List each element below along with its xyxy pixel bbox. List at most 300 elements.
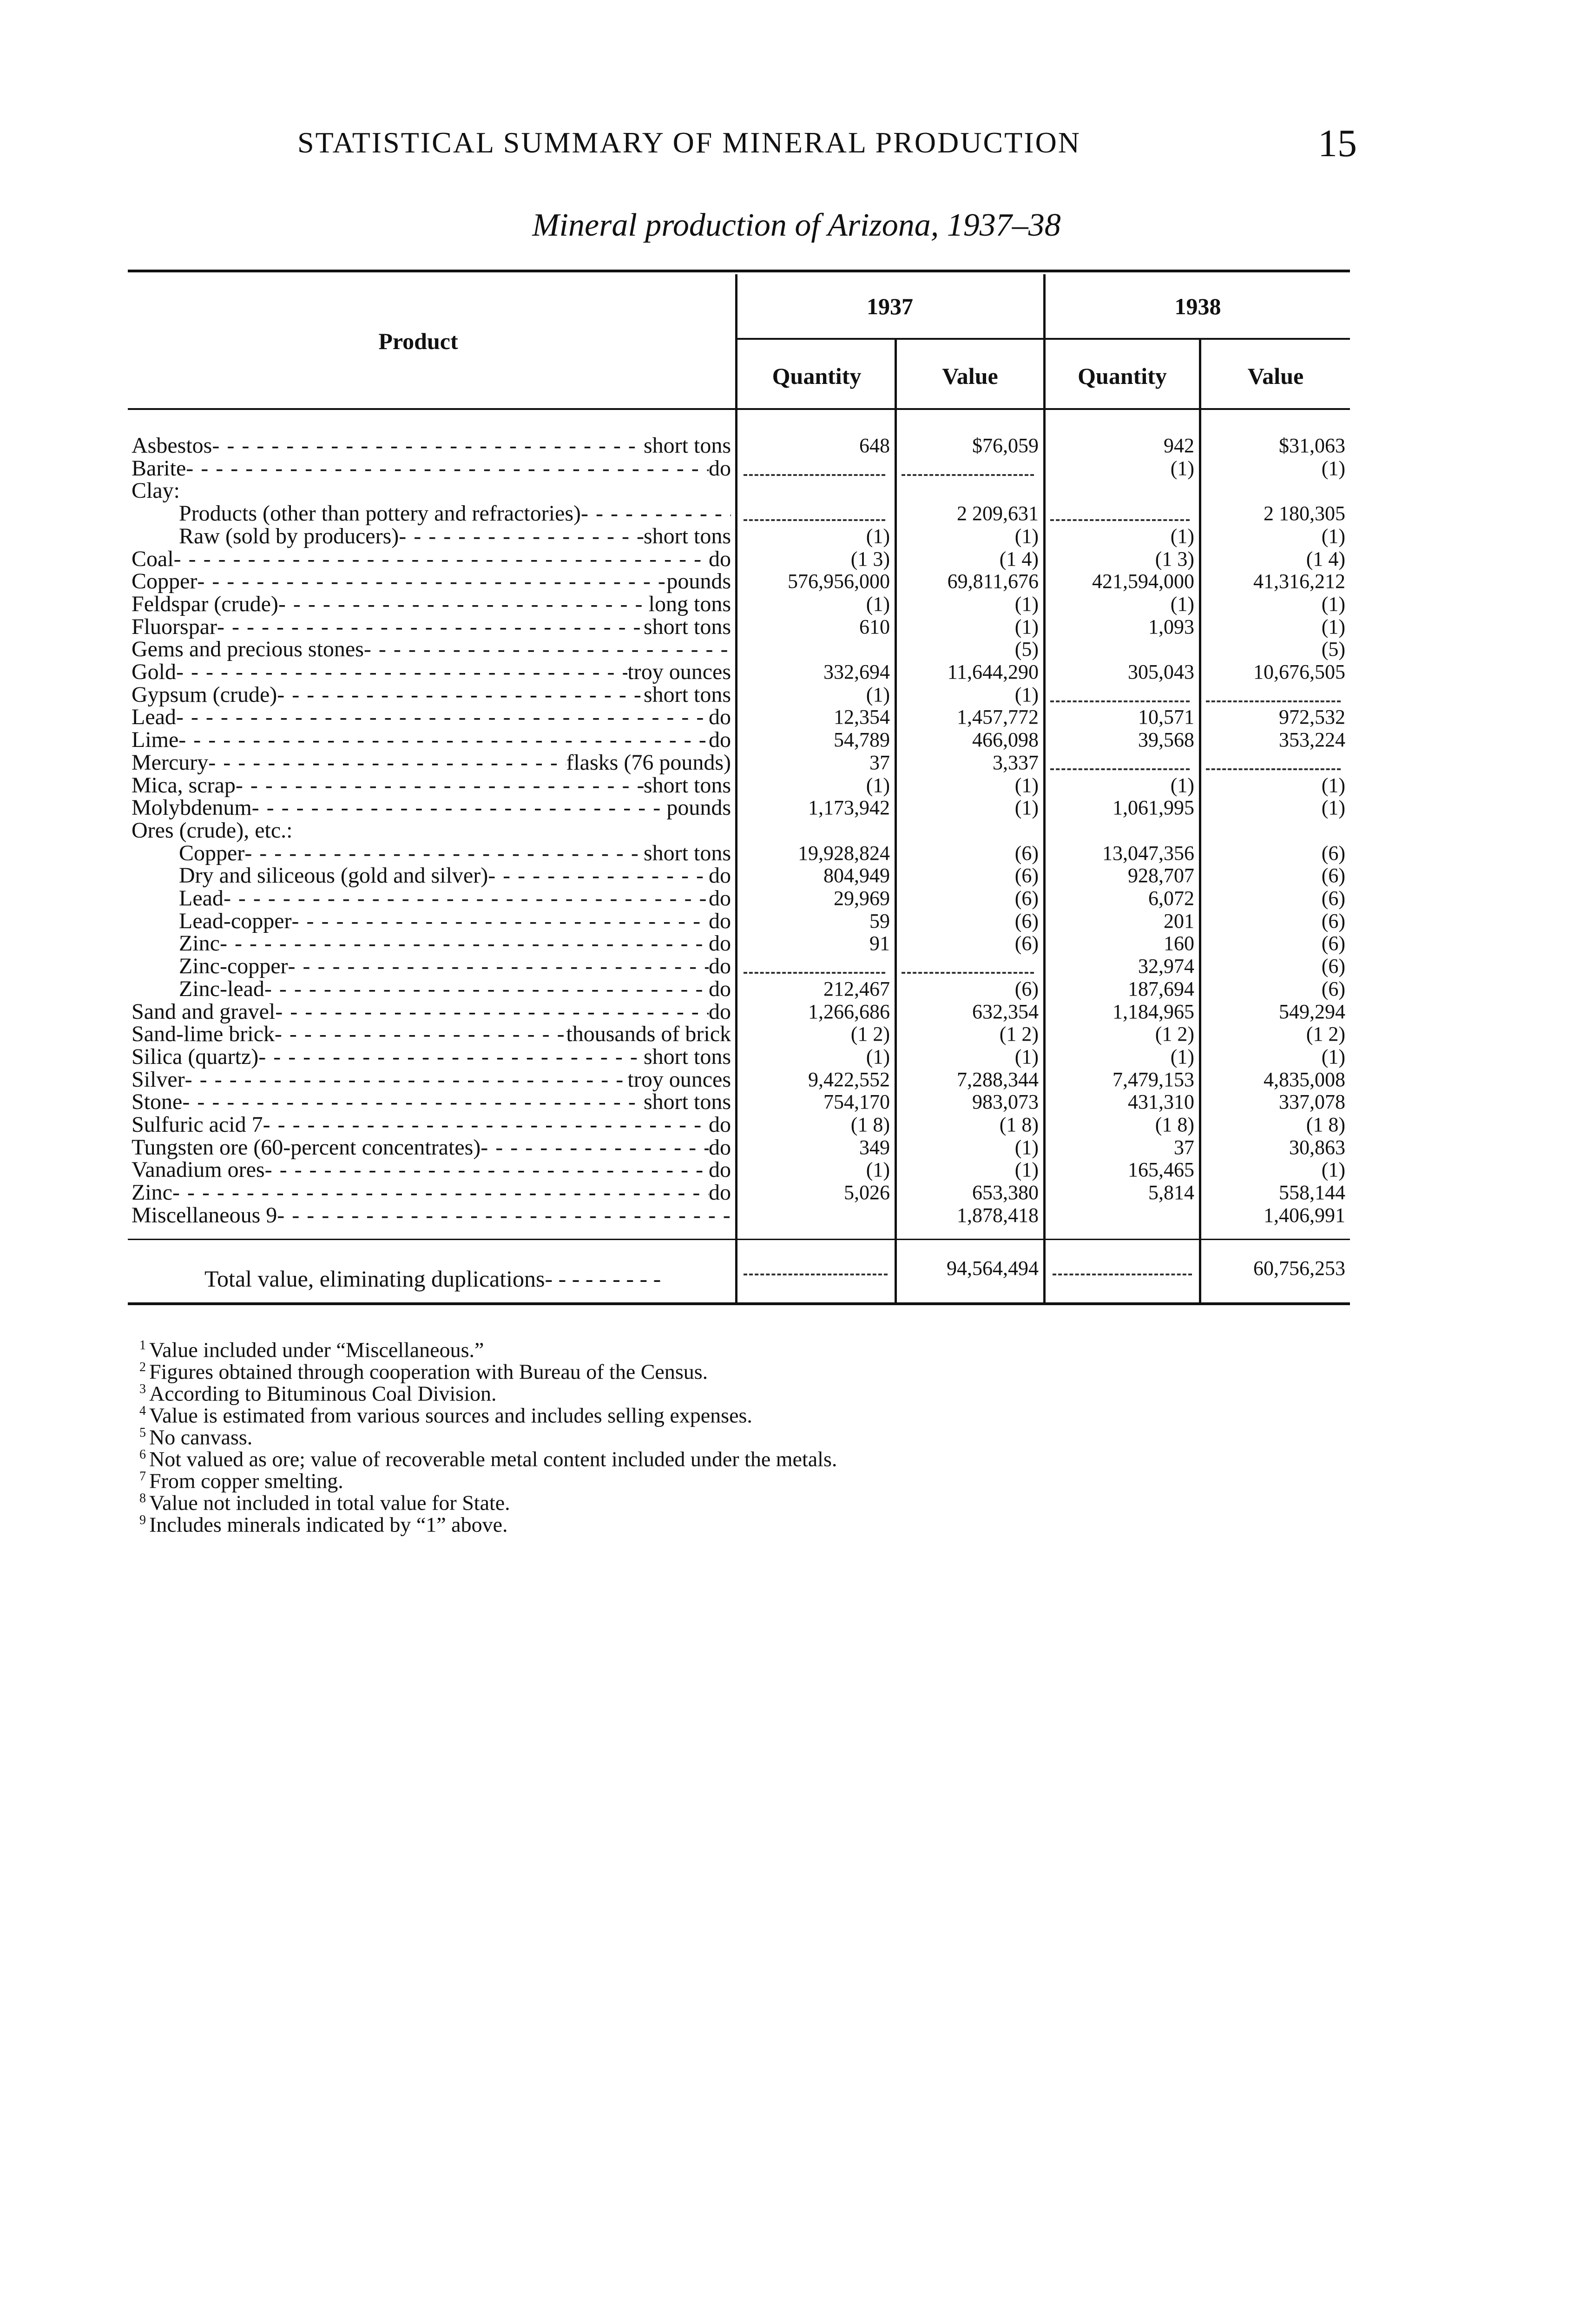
- product-name: Lead: [132, 705, 176, 730]
- table-cell-v38: (6): [1321, 864, 1345, 887]
- unit-label: do: [709, 886, 731, 911]
- footnote-number: 3: [139, 1382, 149, 1396]
- product-name: Miscellaneous 9: [132, 1202, 277, 1228]
- table-cell-v37: (6): [1014, 887, 1039, 910]
- unit-label: flasks (76 pounds): [566, 750, 731, 775]
- unit-label: short tons: [643, 523, 731, 548]
- table-cell-v37: (1 4): [999, 547, 1039, 570]
- table-cell-q38: (1 2): [1155, 1023, 1194, 1046]
- table-cell-v37: (1): [1014, 1136, 1039, 1159]
- product-name: Gypsum (crude): [132, 682, 277, 707]
- product-name: Mica, scrap: [132, 772, 236, 798]
- table-cell-q38: (1): [1170, 773, 1194, 797]
- table-cell-v37: (1): [1014, 1158, 1039, 1182]
- table-cell-q37: 610: [859, 615, 890, 638]
- product-name: Vanadium ores: [132, 1157, 265, 1182]
- product-name: Asbestos: [132, 433, 212, 458]
- table-cell-q38: 421,594,000: [1092, 570, 1194, 593]
- table-cell-v38: 2 180,305: [1264, 502, 1345, 525]
- row-label: [132, 1204, 731, 1227]
- footnote-text: According to Bituminous Coal Division.: [149, 1381, 497, 1406]
- empty-cell-dash: [1050, 519, 1190, 523]
- table-cell-v38: (1): [1321, 773, 1345, 797]
- unit-label: do: [709, 954, 731, 979]
- unit-label: do: [709, 705, 731, 730]
- footnote-text: Value is estimated from various sources and includes selling expenses.: [149, 1403, 752, 1427]
- table-cell-q38: (1): [1170, 592, 1194, 615]
- table-cell-q37: 332,694: [823, 660, 890, 683]
- table-cell-q38: 942: [1164, 434, 1194, 457]
- footnote-text: Value included under “Miscellaneous.”: [149, 1338, 484, 1362]
- footnote-text: Includes minerals indicated by “1” above.: [149, 1512, 508, 1537]
- product-name: Lime: [132, 727, 179, 753]
- product-name: Silica (quartz): [132, 1044, 259, 1069]
- table-cell-q38: 187,694: [1128, 977, 1194, 1000]
- row-label: [179, 842, 731, 865]
- dot-leader: [172, 1182, 709, 1204]
- table-cell-v37: (1): [1014, 615, 1039, 638]
- table-cell-v37: 3,337: [993, 751, 1039, 774]
- dot-leader: [277, 684, 644, 706]
- table-cell-q38: 7,479,153: [1112, 1068, 1194, 1091]
- product-name: Zinc-copper: [179, 954, 288, 979]
- table-cell-v38: $31,063: [1279, 434, 1345, 457]
- table-cell-q38: 1,184,965: [1112, 1000, 1194, 1023]
- total-top-rule: [128, 1239, 1350, 1240]
- footnote-text: No canvass.: [149, 1425, 253, 1449]
- table-top-rule: [128, 270, 1350, 272]
- table-cell-q37: 54,789: [834, 728, 890, 752]
- table-cell-q38: (1): [1170, 1045, 1194, 1068]
- table-cell-v37: (1 2): [999, 1023, 1039, 1046]
- year-header-1937: 1937: [867, 293, 913, 319]
- product-name: Gold: [132, 660, 176, 684]
- total-value-1938: 60,756,253: [1253, 1257, 1345, 1280]
- table-cell-v38: 972,532: [1279, 706, 1345, 729]
- table-cell-q37: (1): [866, 1045, 890, 1068]
- table-cell-q38: 5,814: [1148, 1181, 1194, 1204]
- empty-cell-dash: [1206, 700, 1341, 704]
- product-name: Sulfuric acid 7: [132, 1112, 263, 1137]
- product-name: Clay:: [132, 478, 180, 503]
- unit-label: short tons: [643, 772, 731, 798]
- row-label: [132, 684, 731, 706]
- dot-leader: [174, 548, 709, 570]
- quantity-header-1938: Quantity: [1078, 363, 1167, 389]
- table-cell-v38: 4,835,008: [1264, 1068, 1345, 1091]
- table-cell-v38: 10,676,505: [1253, 660, 1345, 683]
- table-cell-v38: 30,863: [1289, 1136, 1345, 1159]
- table-cell-v37: (1): [1014, 524, 1039, 548]
- row-label: [179, 978, 731, 1000]
- footnote-number: 4: [139, 1404, 149, 1418]
- unit-label: do: [709, 976, 731, 1001]
- table-cell-v38: (6): [1321, 841, 1345, 865]
- total-quantity-dash-1937: [744, 1274, 888, 1277]
- dot-leader: [252, 797, 667, 819]
- unit-label: short tons: [643, 840, 731, 865]
- dot-leader: [275, 1023, 566, 1045]
- row-label: [132, 774, 731, 797]
- row-label: [179, 887, 731, 910]
- table-cell-q38: 37: [1174, 1136, 1194, 1159]
- table-cell-v38: (1): [1321, 456, 1345, 480]
- row-label: [132, 548, 731, 570]
- table-cell-q38: 431,310: [1128, 1090, 1194, 1114]
- total-row-label: Total value, eliminating duplications- - - - - - - - -: [204, 1266, 661, 1292]
- row-label: [132, 752, 731, 774]
- table-cell-q37: 19,928,824: [798, 841, 890, 865]
- unit-label: long tons: [648, 591, 731, 616]
- column-divider: [735, 274, 737, 1304]
- table-cell-v38: (6): [1321, 887, 1345, 910]
- dot-leader: [581, 502, 731, 525]
- row-label: [132, 819, 731, 842]
- table-cell-v37: 1,457,772: [957, 706, 1039, 729]
- unit-label: short tons: [643, 433, 731, 458]
- unit-label: short tons: [643, 682, 731, 707]
- dot-leader: [265, 1159, 709, 1181]
- table-cell-q37: (1): [866, 773, 890, 797]
- product-name: Lead-copper: [179, 908, 292, 933]
- row-label: [132, 1023, 731, 1045]
- dot-leader: [258, 1046, 644, 1068]
- table-cell-q38: 160: [1164, 932, 1194, 955]
- product-name: Tungsten ore (60-percent concentrates): [132, 1135, 481, 1160]
- table-cell-v38: (1): [1321, 1045, 1345, 1068]
- dot-leader: [488, 865, 709, 887]
- table-cell-q37: 576,956,000: [788, 570, 890, 593]
- empty-cell-dash: [1050, 768, 1190, 772]
- footnote-text: Value not included in total value for State.: [149, 1491, 510, 1515]
- table-cell-v37: (1): [1014, 773, 1039, 797]
- dot-leader: [208, 752, 566, 774]
- row-label: [132, 729, 731, 751]
- table-cell-v38: (5): [1321, 638, 1345, 661]
- table-cell-q37: (1 2): [850, 1023, 890, 1046]
- row-label: [132, 570, 731, 593]
- product-name: Copper: [179, 840, 245, 865]
- unit-label: short tons: [643, 614, 731, 639]
- product-name: Products (other than pottery and refractories): [179, 501, 581, 526]
- empty-cell-dash: [902, 474, 1034, 478]
- row-label: [132, 593, 731, 615]
- product-name: Sand-lime brick: [132, 1022, 275, 1047]
- unit-label: pounds: [666, 569, 731, 594]
- table-cell-v38: (1): [1321, 615, 1345, 638]
- product-name: Molybdenum: [132, 795, 252, 820]
- dot-leader: [224, 887, 709, 910]
- table-cell-v37: (5): [1014, 638, 1039, 661]
- table-cell-q37: 212,467: [823, 977, 890, 1000]
- table-cell-q38: (1 3): [1155, 547, 1194, 570]
- table-cell-q38: (1): [1170, 456, 1194, 480]
- row-label: [179, 932, 731, 955]
- table-cell-v38: (1 8): [1306, 1113, 1345, 1136]
- table-cell-v38: (1): [1321, 796, 1345, 819]
- unit-label: short tons: [643, 1044, 731, 1069]
- product-name: Feldspar (crude): [132, 591, 278, 616]
- row-label: [132, 638, 731, 660]
- row-label: [132, 661, 731, 683]
- product-name: Sand and gravel: [132, 999, 276, 1024]
- footnote-text: From copper smelting.: [149, 1469, 343, 1493]
- table-cell-v38: 558,144: [1279, 1181, 1345, 1204]
- product-name: Fluorspar: [132, 614, 217, 639]
- product-name: Dry and siliceous (gold and silver): [179, 863, 488, 888]
- row-label: [132, 457, 731, 480]
- row-label: [132, 616, 731, 638]
- table-cell-v37: 653,380: [972, 1181, 1039, 1204]
- table-cell-q37: 804,949: [823, 864, 890, 887]
- total-value-1937: 94,564,494: [947, 1257, 1039, 1280]
- header-bottom-rule: [128, 408, 1350, 410]
- product-name: Gems and precious stones: [132, 637, 364, 662]
- total-quantity-dash-1938: [1053, 1274, 1192, 1277]
- table-cell-v38: (6): [1321, 955, 1345, 978]
- row-label: [132, 1136, 731, 1159]
- empty-cell-dash: [1206, 768, 1341, 772]
- row-label: [132, 1046, 731, 1068]
- dot-leader: [399, 525, 644, 548]
- table-cell-q37: 59: [869, 909, 890, 932]
- dot-leader: [217, 616, 644, 638]
- dot-leader: [197, 570, 666, 593]
- table-caption: Mineral production of Arizona, 1937–38: [532, 207, 1061, 243]
- footnote-number: 9: [139, 1513, 149, 1527]
- table-cell-v38: (1 4): [1306, 547, 1345, 570]
- product-name: Lead: [179, 886, 224, 911]
- table-cell-v38: (6): [1321, 977, 1345, 1000]
- product-name: Raw (sold by producers): [179, 523, 399, 548]
- table-cell-q38: 201: [1164, 909, 1194, 932]
- dot-leader: [244, 842, 644, 865]
- dot-leader: [277, 1204, 731, 1227]
- dot-leader: [212, 435, 644, 457]
- product-name: Copper: [132, 569, 197, 594]
- table-cell-v38: (6): [1321, 932, 1345, 955]
- product-name: Mercury: [132, 750, 209, 775]
- dot-leader: [186, 457, 709, 480]
- table-cell-q37: (1): [866, 592, 890, 615]
- table-cell-q37: 5,026: [844, 1181, 890, 1204]
- value-header-1938: Value: [1247, 363, 1304, 389]
- table-cell-v37: (1): [1014, 683, 1039, 706]
- row-label: [132, 706, 731, 728]
- unit-label: do: [709, 1112, 731, 1137]
- table-cell-v37: (1): [1014, 796, 1039, 819]
- unit-label: do: [709, 999, 731, 1024]
- table-cell-q37: 349: [859, 1136, 890, 1159]
- footnote: [139, 1509, 508, 1536]
- unit-label: do: [709, 1135, 731, 1160]
- row-label: [179, 502, 731, 525]
- table-cell-v37: 69,811,676: [947, 570, 1039, 593]
- row-label: [132, 1159, 731, 1181]
- table-cell-v38: (1): [1321, 592, 1345, 615]
- product-name: Zinc-lead: [179, 976, 264, 1001]
- dot-leader: [176, 661, 627, 683]
- row-label: [179, 955, 731, 977]
- table-cell-q37: 1,173,942: [808, 796, 890, 819]
- table-cell-v37: (6): [1014, 977, 1039, 1000]
- table-cell-q37: 37: [869, 751, 890, 774]
- table-cell-q37: 754,170: [823, 1090, 890, 1114]
- dot-leader: [481, 1136, 709, 1159]
- unit-label: do: [709, 908, 731, 933]
- table-cell-q38: 928,707: [1128, 864, 1194, 887]
- unit-label: troy ounces: [627, 660, 731, 684]
- dot-leader: [275, 1001, 709, 1023]
- running-header: [297, 121, 1357, 172]
- table-cell-q37: 29,969: [834, 887, 890, 910]
- table-cell-q38: 32,974: [1138, 955, 1194, 978]
- year-header-1938: 1938: [1174, 293, 1221, 319]
- table-cell-v37: (6): [1014, 841, 1039, 865]
- row-label: [179, 910, 731, 932]
- table-cell-q37: 648: [859, 434, 890, 457]
- table-cell-v38: 337,078: [1279, 1090, 1345, 1114]
- table-cell-q37: (1): [866, 683, 890, 706]
- unit-label: pounds: [666, 795, 731, 820]
- row-label: [132, 1091, 731, 1113]
- table-cell-v37: (1 8): [999, 1113, 1039, 1136]
- table-cell-q38: 10,571: [1138, 706, 1194, 729]
- empty-cell-dash: [744, 972, 885, 976]
- table-cell-v38: (1): [1321, 524, 1345, 548]
- table-cell-v38: (6): [1321, 909, 1345, 932]
- table-cell-q38: 39,568: [1138, 728, 1194, 752]
- table-cell-q38: 13,047,356: [1102, 841, 1194, 865]
- table-cell-q38: 165,465: [1128, 1158, 1194, 1182]
- table-cell-v37: (6): [1014, 932, 1039, 955]
- table-cell-v38: 1,406,991: [1264, 1203, 1345, 1227]
- table-cell-v37: 983,073: [972, 1090, 1039, 1114]
- footnote-number: 2: [139, 1360, 149, 1374]
- table-cell-q38: (1 8): [1155, 1113, 1194, 1136]
- product-name: Stone: [132, 1089, 183, 1115]
- unit-label: do: [709, 863, 731, 888]
- table-cell-q37: (1 3): [850, 547, 890, 570]
- row-label: [132, 435, 731, 457]
- table-cell-q37: 9,422,552: [808, 1068, 890, 1091]
- footnote-text: Figures obtained through cooperation with Bureau of the Census.: [149, 1360, 708, 1384]
- empty-cell-dash: [744, 519, 885, 523]
- footnote-text: Not valued as ore; value of recoverable metal content included under the metals.: [149, 1447, 837, 1471]
- row-label: [132, 1182, 731, 1204]
- table-cell-v37: 1,878,418: [957, 1203, 1039, 1227]
- unit-label: do: [709, 1180, 731, 1205]
- footnote-number: 6: [139, 1447, 149, 1462]
- table-cell-q37: 12,354: [834, 706, 890, 729]
- row-label: [179, 865, 731, 887]
- unit-label: do: [709, 456, 731, 481]
- table-cell-v38: 41,316,212: [1253, 570, 1345, 593]
- table-cell-v37: (1): [1014, 1045, 1039, 1068]
- table-cell-q38: 1,093: [1148, 615, 1194, 638]
- unit-label: thousands of brick: [566, 1022, 731, 1047]
- product-name: Zinc: [179, 931, 220, 956]
- table-cell-v38: 353,224: [1279, 728, 1345, 752]
- value-header-1937: Value: [942, 363, 998, 389]
- footnote-number: 5: [139, 1426, 149, 1440]
- running-head: STATISTICAL SUMMARY OF MINERAL PRODUCTION: [297, 126, 1081, 159]
- table-cell-v37: 2 209,631: [957, 502, 1039, 525]
- table-bottom-rule: [128, 1302, 1350, 1305]
- dot-leader: [364, 638, 731, 660]
- dot-leader: [278, 593, 649, 615]
- dot-leader: [236, 774, 644, 797]
- table-cell-v37: 466,098: [972, 728, 1039, 752]
- footnote-number: 7: [139, 1469, 149, 1484]
- row-label: [132, 797, 731, 819]
- table-cell-v37: (6): [1014, 864, 1039, 887]
- table-cell-v37: (1): [1014, 592, 1039, 615]
- dot-leader: [264, 978, 709, 1000]
- footnote-number: 8: [139, 1491, 149, 1505]
- dot-leader: [182, 1091, 644, 1113]
- row-label: [132, 1069, 731, 1091]
- unit-label: short tons: [643, 1089, 731, 1115]
- table-cell-q38: 305,043: [1128, 660, 1194, 683]
- table-cell-q37: (1): [866, 524, 890, 548]
- unit-label: do: [709, 931, 731, 956]
- table-cell-q37: (1 8): [850, 1113, 890, 1136]
- table-cell-v37: 11,644,290: [947, 660, 1039, 683]
- row-label: [132, 480, 731, 502]
- footnote-number: 1: [139, 1338, 149, 1353]
- product-name: Coal: [132, 546, 174, 571]
- unit-label: troy ounces: [627, 1067, 731, 1092]
- empty-cell-dash: [902, 972, 1034, 976]
- unit-label: do: [709, 546, 731, 571]
- unit-label: do: [709, 1157, 731, 1182]
- dot-leader: [220, 932, 709, 955]
- table-cell-v37: $76,059: [972, 434, 1039, 457]
- product-name: Silver: [132, 1067, 185, 1092]
- row-label: [132, 1001, 731, 1023]
- dot-leader: [288, 955, 709, 977]
- table-cell-v37: 632,354: [972, 1000, 1039, 1023]
- table-cell-v38: (1 2): [1306, 1023, 1345, 1046]
- dot-leader: [292, 910, 709, 932]
- table-cell-v37: (6): [1014, 909, 1039, 932]
- row-label: [179, 525, 731, 548]
- table-cell-v38: 549,294: [1279, 1000, 1345, 1023]
- row-label: [132, 1114, 731, 1136]
- dot-leader: [178, 729, 709, 751]
- product-name: Zinc: [132, 1180, 172, 1205]
- table-cell-q38: 1,061,995: [1112, 796, 1194, 819]
- unit-label: do: [709, 727, 731, 753]
- table-cell-q38: 6,072: [1148, 887, 1194, 910]
- table-cell-q37: 91: [869, 932, 890, 955]
- dot-leader: [176, 706, 709, 728]
- dot-leader: [185, 1069, 628, 1091]
- quantity-header-1937: Quantity: [772, 363, 862, 389]
- empty-cell-dash: [1050, 700, 1190, 704]
- table-cell-q38: (1): [1170, 524, 1194, 548]
- dot-leader: [263, 1114, 709, 1136]
- product-name: Ores (crude), etc.:: [132, 818, 293, 843]
- table-cell-v37: 7,288,344: [957, 1068, 1039, 1091]
- product-header: Product: [378, 328, 458, 354]
- product-name: Barite: [132, 456, 186, 481]
- empty-cell-dash: [744, 474, 885, 478]
- page-number: 15: [1318, 122, 1357, 165]
- table-cell-q37: 1,266,686: [808, 1000, 890, 1023]
- table-cell-q37: (1): [866, 1158, 890, 1182]
